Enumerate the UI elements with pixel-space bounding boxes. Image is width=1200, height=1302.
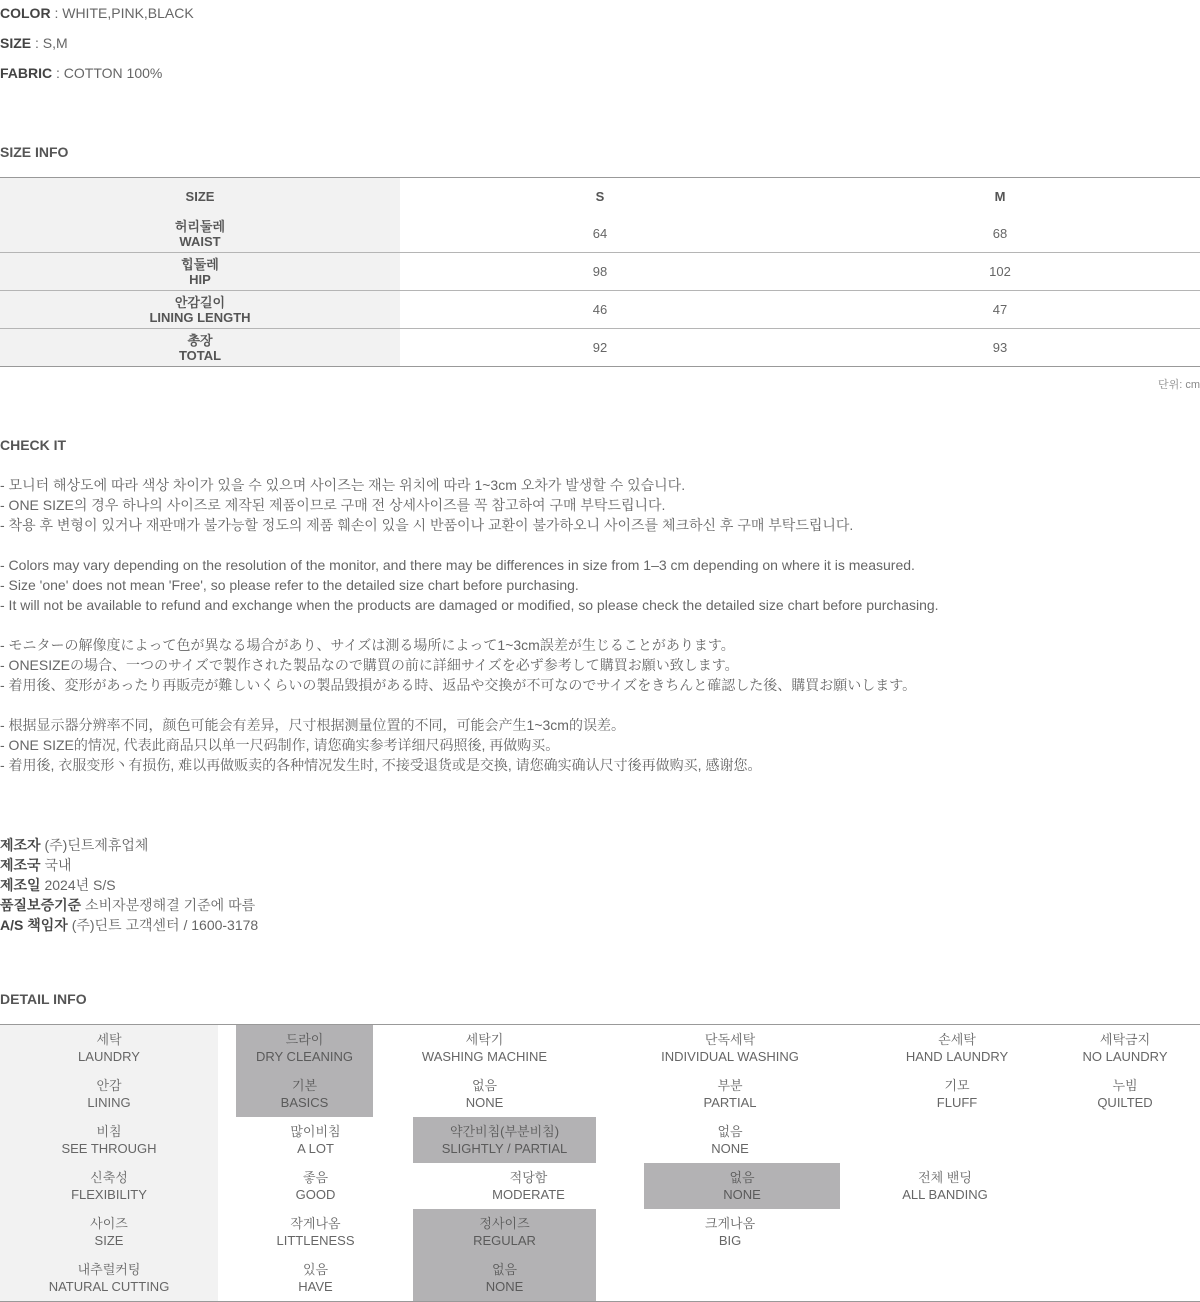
option-ko: 기본 (291, 1078, 318, 1093)
note-line: - 모니터 해상도에 따라 색상 차이가 있을 수 있으며 사이즈는 재는 위치에 따라 1~3cm 오차가 발생할 수 있습니다. (0, 477, 686, 493)
table-row (0, 215, 1200, 253)
detail-option (596, 1025, 864, 1072)
spec-fabric-value: : COTTON 100% (52, 65, 163, 81)
maker-value: 소비자분쟁해결 기준에 따름 (81, 897, 256, 913)
maker-label: 제조일 (0, 877, 41, 893)
size-value-m: 93 (992, 340, 1008, 355)
detail-option-selected (413, 1209, 596, 1255)
detail-option (596, 1209, 864, 1255)
detail-table (0, 1024, 1200, 1302)
maker-row (0, 895, 258, 915)
detail-option (218, 1163, 413, 1209)
spec-fabric (0, 64, 162, 82)
option-ko: 기모 (944, 1078, 970, 1093)
spec-color (0, 4, 194, 22)
detail-category (0, 1163, 218, 1209)
option-en: HAND LAUNDRY (905, 1049, 1009, 1064)
note-line: - 根据显示器分辨率不同，颜色可能会有差异，尺寸根据测量位置的不同，可能会产生1~3cm的误差。 (0, 717, 625, 733)
size-header-size: SIZE (0, 178, 400, 216)
detail-option (1050, 1025, 1200, 1072)
detail-category-en: LINING (87, 1095, 131, 1110)
size-row-label-ko: 안감길이 (174, 294, 226, 310)
size-row-label (0, 253, 400, 291)
maker-row (0, 855, 258, 875)
detail-category-ko: 세탁 (96, 1032, 122, 1047)
detail-option-selected (236, 1071, 373, 1117)
table-row (0, 1025, 1200, 1072)
check-it-title: CHECK IT (0, 437, 67, 453)
option-en: ALL BANDING (902, 1187, 988, 1202)
option-ko: 없음 (491, 1262, 518, 1277)
detail-category-en: NATURAL CUTTING (48, 1279, 170, 1294)
detail-option (373, 1025, 596, 1072)
detail-category (0, 1025, 218, 1072)
option-ko: 약간비침(부분비침) (449, 1124, 560, 1139)
detail-category-ko: 비침 (96, 1124, 122, 1139)
detail-option-selected (644, 1163, 840, 1209)
size-row-label-ko: 허리둘레 (174, 218, 226, 234)
detail-option-selected (236, 1025, 373, 1072)
size-value-m: 68 (800, 215, 1200, 253)
option-ko: 작게나옴 (290, 1216, 341, 1231)
check-it-notes (0, 475, 939, 775)
option-en: NONE (711, 1141, 749, 1156)
detail-info-title: DETAIL INFO (0, 991, 87, 1007)
option-en: BIG (718, 1233, 742, 1248)
option-en: FLUFF (936, 1095, 978, 1110)
detail-option (596, 1071, 864, 1117)
note-line: - 착용 후 변형이 있거나 재판매가 불가능할 정도의 제품 훼손이 있을 시 반품이나 교환이 불가하오니 사이즈를 체크하신 후 구매 부탁드립니다. (0, 517, 854, 533)
option-ko: 드라이 (285, 1032, 324, 1047)
spec-size-value: : S,M (31, 35, 68, 51)
maker-value: (주)딘트 고객센터 / 1600-3178 (67, 917, 259, 933)
detail-option (596, 1117, 864, 1163)
note-line: - Colors may vary depending on the resolution of the monitor, and there may be differences in size from 1–3 cm depending on where it is measured. (0, 557, 915, 573)
table-row (0, 1117, 1200, 1163)
table-row (0, 291, 1200, 329)
size-unit-note: 단위: cm (1157, 379, 1200, 391)
option-ko: 손세탁 (938, 1032, 976, 1047)
detail-option (840, 1163, 1050, 1209)
maker-label: 제조국 (0, 857, 41, 873)
note-line: - Size 'one' does not mean 'Free', so please refer to the detailed size chart before purchasing. (0, 577, 579, 593)
detail-category-ko: 사이즈 (90, 1216, 128, 1231)
size-value-s: 92 (592, 340, 608, 355)
option-en: PARTIAL (703, 1095, 757, 1110)
option-ko: 많이비침 (290, 1124, 341, 1139)
detail-option (218, 1255, 413, 1302)
option-ko: 있음 (302, 1262, 329, 1277)
size-row-label (0, 329, 400, 367)
option-en: HAVE (298, 1279, 333, 1294)
note-line: - ONESIZEの場合、一つのサイズで製作された製品なので購買の前に詳細サイズを必ず参考して購買お願い致します。 (0, 657, 739, 673)
option-ko: 단독세탁 (704, 1032, 756, 1047)
detail-category-ko: 신축성 (90, 1170, 128, 1185)
detail-category (0, 1117, 218, 1163)
maker-label: A/S 책임자 (0, 917, 68, 933)
table-row (0, 1163, 1200, 1209)
option-ko: 전체 밴딩 (918, 1170, 972, 1185)
option-ko: 부분 (717, 1078, 743, 1093)
size-row-label-en: HIP (189, 271, 211, 287)
note-line: - ONE SIZE的情况, 代表此商品只以单一尺码制作, 请您确实参考详细尺码照後, 再做购买。 (0, 737, 560, 753)
size-row-label (0, 215, 400, 253)
detail-category-en: SEE THROUGH (61, 1141, 157, 1156)
size-value-s: 98 (400, 253, 800, 291)
option-en: BASICS (280, 1095, 329, 1110)
note-line: - It will not be available to refund and exchange when the products are damaged or modified, so please check the detailed size chart before purchasing. (0, 597, 939, 613)
spec-fabric-label: FABRIC (0, 65, 53, 81)
option-en: INDIVIDUAL WASHING (661, 1049, 799, 1064)
detail-category-en: SIZE (94, 1233, 124, 1248)
detail-option (373, 1071, 596, 1117)
option-ko: 누빔 (1112, 1078, 1138, 1093)
table-row (0, 329, 1200, 367)
option-en: NONE (465, 1095, 504, 1110)
maker-value: 국내 (40, 857, 72, 873)
maker-value: 2024년 S/S (40, 877, 116, 893)
size-row-label-ko: 힙둘레 (181, 256, 219, 272)
option-en: REGULAR (473, 1233, 536, 1248)
option-en: LITTLENESS (276, 1233, 355, 1248)
note-line: - モニターの解像度によって色が異なる場合があり、サイズは測る場所によって1~3cm誤差が生じることがあります。 (0, 637, 735, 653)
detail-option (864, 1071, 1050, 1117)
size-row-label-en: LINING LENGTH (149, 309, 251, 325)
spec-color-value: : WHITE,PINK,BLACK (50, 5, 194, 21)
option-en: NONE (485, 1279, 524, 1294)
size-row-label-en: TOTAL (178, 347, 222, 363)
option-en: A LOT (297, 1141, 334, 1156)
maker-row (0, 915, 258, 935)
maker-row (0, 875, 258, 895)
detail-option (218, 1209, 413, 1255)
manufacturer-info (0, 835, 258, 935)
option-en: QUILTED (1097, 1095, 1153, 1110)
table-row (0, 1209, 1200, 1255)
size-header-m: M (800, 178, 1200, 216)
size-value-m: 47 (800, 291, 1200, 329)
option-ko: 세탁금지 (1099, 1032, 1151, 1047)
maker-value: (주)딘트제휴업체 (40, 837, 149, 853)
detail-option (413, 1163, 644, 1209)
spec-size-label: SIZE (0, 35, 32, 51)
detail-category-en: FLEXIBILITY (71, 1187, 147, 1202)
spec-size (0, 34, 68, 52)
detail-category (0, 1209, 218, 1255)
option-en: DRY CLEANING (255, 1049, 354, 1064)
detail-category-en: LAUNDRY (78, 1049, 140, 1064)
detail-option-selected (413, 1255, 596, 1302)
option-ko: 없음 (471, 1078, 498, 1093)
size-header-s: S (400, 178, 800, 216)
size-value-s: 64 (400, 215, 800, 253)
detail-category-ko: 안감 (96, 1078, 122, 1093)
table-row (0, 1071, 1200, 1117)
option-ko: 없음 (729, 1170, 755, 1185)
size-table (0, 177, 1200, 367)
table-row (0, 253, 1200, 291)
size-value-s: 46 (400, 291, 800, 329)
size-info-title: SIZE INFO (0, 144, 69, 160)
option-ko: 정사이즈 (479, 1216, 530, 1231)
note-line: - ONE SIZE의 경우 하나의 사이즈로 제작된 제품이므로 구매 전 상세사이즈를 꼭 참고하여 구매 부탁드립니다. (0, 497, 666, 513)
note-line: - 着用後、変形があったり再販売が難しいくらいの製品毀損がある時、返品や交換が不可なのでサイズをきちんと確認した後、購買お願いします。 (0, 677, 917, 693)
table-row (0, 1255, 1200, 1302)
size-row-label-ko: 총장 (187, 332, 213, 348)
maker-label: 제조자 (0, 837, 41, 853)
option-en: WASHING MACHINE (421, 1049, 548, 1064)
detail-option (864, 1025, 1050, 1072)
detail-option-selected (413, 1117, 596, 1163)
maker-row (0, 835, 258, 855)
option-ko: 적당함 (509, 1170, 548, 1185)
size-table-header-row (0, 178, 1200, 216)
option-en: NO LAUNDRY (1082, 1049, 1168, 1064)
spec-color-label: COLOR (0, 5, 51, 21)
size-row-label-en: WAIST (179, 233, 221, 249)
option-ko: 세탁기 (465, 1032, 504, 1047)
option-en: MODERATE (492, 1187, 565, 1202)
option-en: NONE (723, 1187, 761, 1202)
detail-option (1050, 1071, 1200, 1117)
option-en: SLIGHTLY / PARTIAL (441, 1141, 568, 1156)
detail-option (218, 1117, 413, 1163)
detail-category (0, 1071, 218, 1117)
note-line: - 着用後, 衣服变形丶有损伤, 难以再做贩卖的各种情况发生时, 不接受退货或是交換, 请您确实确认尺寸後再做购买, 感谢您。 (0, 757, 762, 773)
maker-label: 품질보증기준 (0, 897, 82, 913)
option-en: GOOD (295, 1187, 336, 1202)
option-ko: 없음 (717, 1124, 743, 1139)
detail-category-ko: 내추럴커팅 (77, 1262, 141, 1277)
detail-category (0, 1255, 218, 1302)
size-row-label (0, 291, 400, 329)
option-ko: 좋음 (302, 1170, 329, 1185)
size-value-m: 102 (800, 253, 1200, 291)
option-ko: 크게나옴 (704, 1216, 756, 1231)
